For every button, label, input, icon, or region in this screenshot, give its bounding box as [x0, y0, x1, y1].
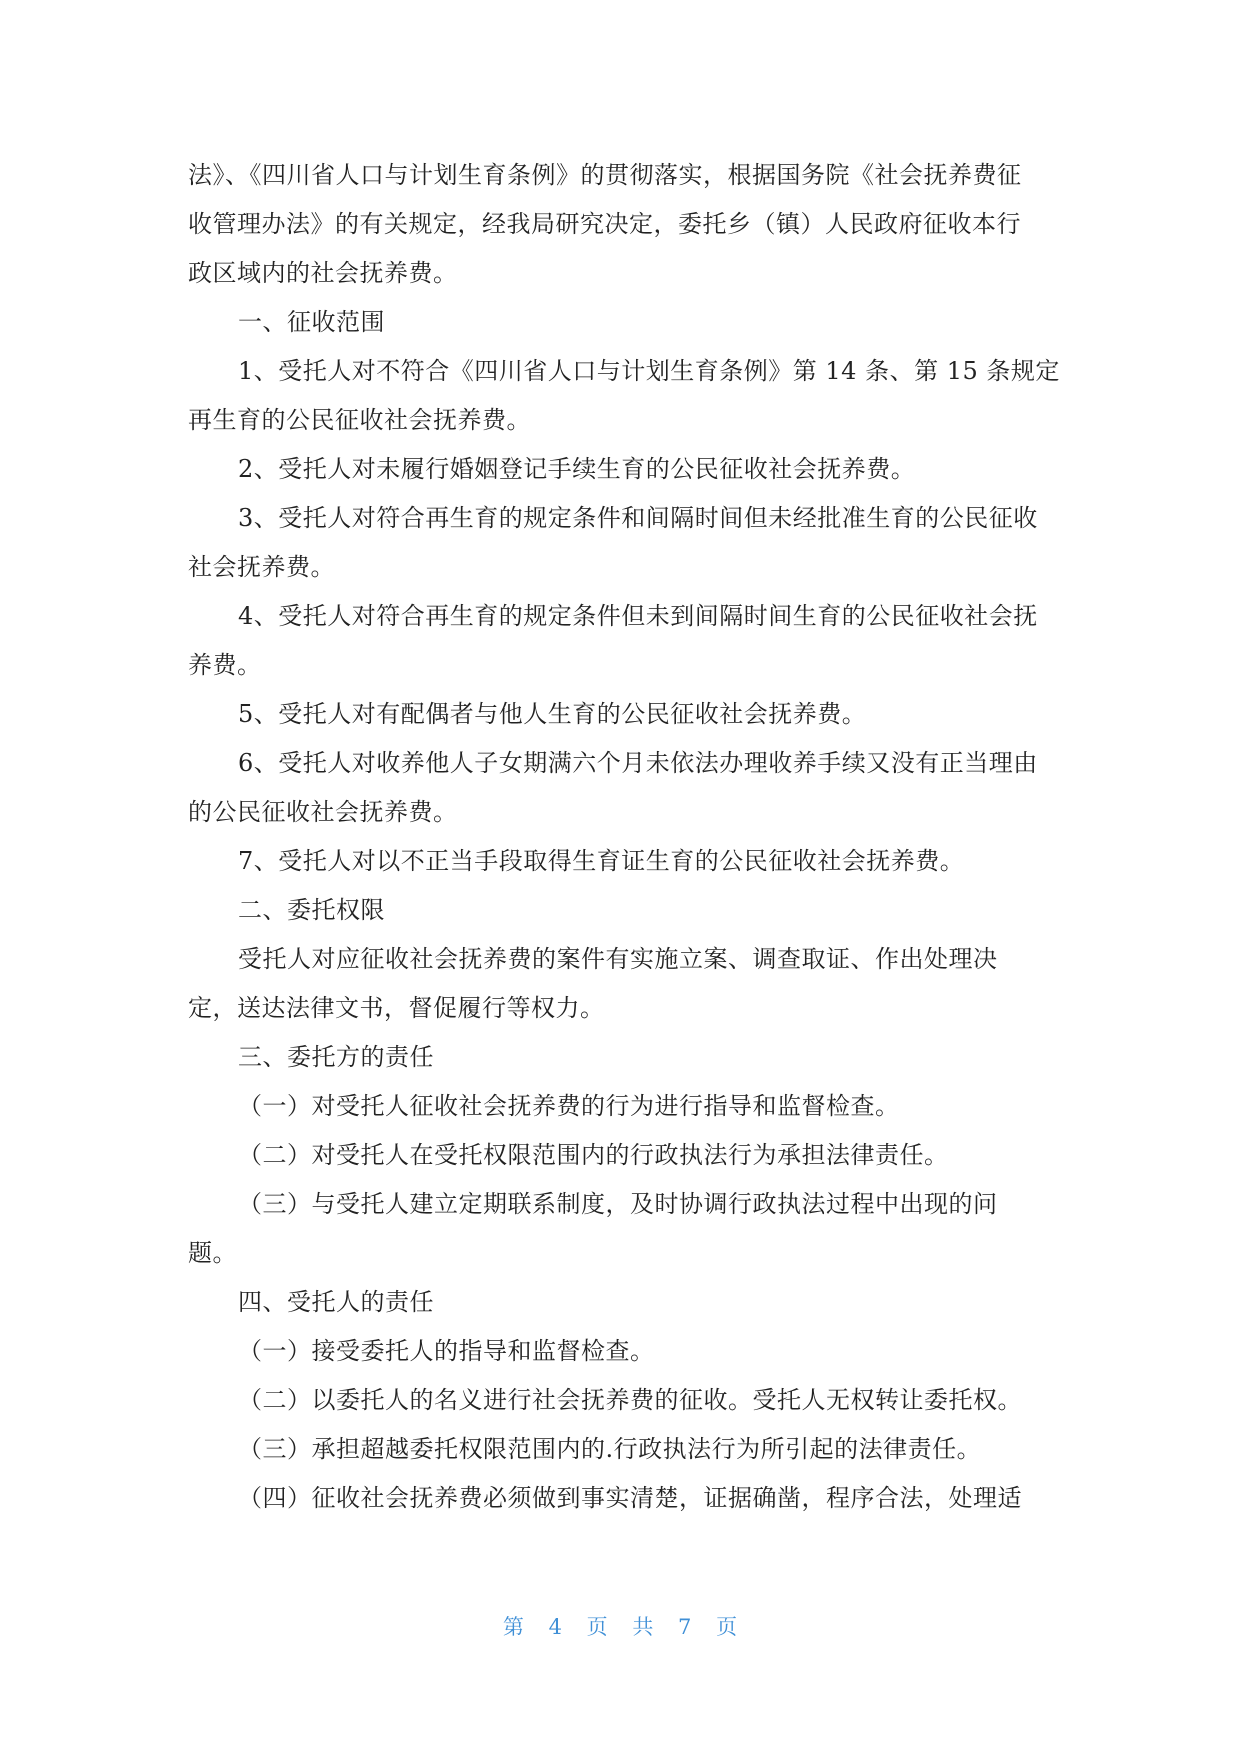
body-line: （三）与受托人建立定期联系制度，及时协调行政执法过程中出现的问 — [238, 1190, 998, 1218]
body-line: （四）征收社会抚养费必须做到事实清楚，证据确凿，程序合法，处理适 — [238, 1484, 1022, 1512]
body-line: 收管理办法》的有关规定，经我局研究决定，委托乡（镇）人民政府征收本行 — [188, 210, 1021, 238]
body-line: 5、受托人对有配偶者与他人生育的公民征收社会抚养费。 — [238, 700, 867, 728]
section-heading: 一、征收范围 — [238, 308, 385, 336]
body-line: 2、受托人对未履行婚姻登记手续生育的公民征收社会抚养费。 — [238, 455, 916, 483]
footer-label: 页 — [716, 1615, 739, 1639]
body-line: （二）以委托人的名义进行社会抚养费的征收。受托人无权转让委托权。 — [238, 1386, 1022, 1414]
body-line: 定，送达法律文书，督促履行等权力。 — [188, 994, 605, 1022]
body-line: 7、受托人对以不正当手段取得生育证生育的公民征收社会抚养费。 — [238, 847, 965, 875]
body-line: （三）承担超越委托权限范围内的.行政执法行为所引起的法律责任。 — [238, 1435, 982, 1463]
body-line: （二）对受托人在受托权限范围内的行政执法行为承担法律责任。 — [238, 1141, 949, 1169]
body-line: 1、受托人对不符合《四川省人口与计划生育条例》第 14 条、第 15 条规定 — [238, 357, 1060, 385]
body-line: （一）对受托人征收社会抚养费的行为进行指导和监督检查。 — [238, 1092, 900, 1120]
footer-label: 页 — [586, 1615, 609, 1639]
body-line: 6、受托人对收养他人子女期满六个月未依法办理收养手续又没有正当理由 — [238, 749, 1038, 777]
section-heading: 三、委托方的责任 — [238, 1043, 434, 1071]
body-line: 受托人对应征收社会抚养费的案件有实施立案、调查取证、作出处理决 — [238, 945, 998, 973]
body-line: （一）接受委托人的指导和监督检查。 — [238, 1337, 655, 1365]
body-line: 再生育的公民征收社会抚养费。 — [188, 406, 531, 434]
section-heading: 四、受托人的责任 — [238, 1288, 434, 1316]
page-footer — [0, 1611, 1241, 1641]
total-page-number: 7 — [678, 1615, 693, 1639]
body-line: 养费。 — [188, 651, 262, 679]
footer-label: 共 — [632, 1615, 655, 1639]
body-line: 法》、《四川省人口与计划生育条例》的贯彻落实，根据国务院《社会抚养费征 — [188, 161, 1022, 189]
body-line: 题。 — [188, 1239, 237, 1267]
section-heading: 二、委托权限 — [238, 896, 385, 924]
body-line: 政区域内的社会抚养费。 — [188, 259, 458, 287]
footer-label: 第 — [502, 1615, 525, 1639]
body-line: 4、受托人对符合再生育的规定条件但未到间隔时间生育的公民征收社会抚 — [238, 602, 1038, 630]
body-line: 3、受托人对符合再生育的规定条件和间隔时间但未经批准生育的公民征收 — [238, 504, 1038, 532]
body-line: 的公民征收社会抚养费。 — [188, 798, 458, 826]
current-page-number: 4 — [548, 1615, 563, 1639]
body-line: 社会抚养费。 — [188, 553, 335, 581]
